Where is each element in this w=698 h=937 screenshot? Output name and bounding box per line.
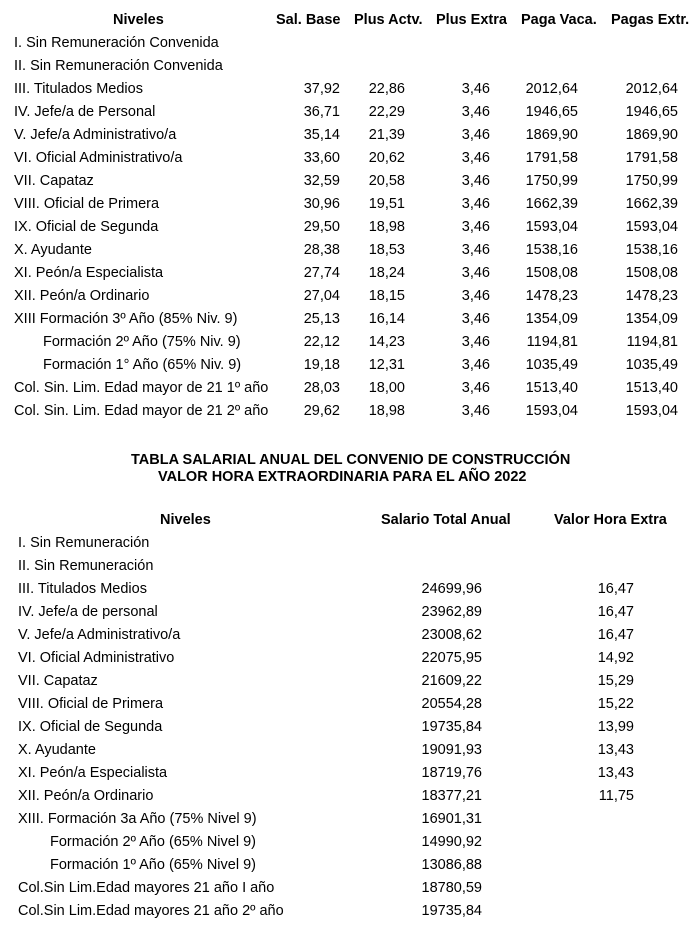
cell-paga-vaca: 1354,09 <box>525 311 578 327</box>
cell-salario-total-anual: 24699,96 <box>421 581 482 597</box>
cell-nivel: XIII. Formación 3a Año (75% Nivel 9) <box>18 811 257 827</box>
table-row <box>0 101 698 124</box>
cell-valor-hora-extra: 15,22 <box>597 696 634 712</box>
cell-salario-total-anual: 23008,62 <box>421 627 482 643</box>
cell-paga-vaca: 1508,08 <box>525 265 578 281</box>
cell-salario-total-anual: 20554,28 <box>421 696 482 712</box>
cell-plus-actv: 14,23 <box>368 334 405 350</box>
table-row <box>0 55 698 78</box>
cell-salario-total-anual: 19091,93 <box>421 742 482 758</box>
table-row <box>0 555 698 578</box>
cell-sal-base: 29,50 <box>303 219 340 235</box>
header-niveles: Niveles <box>113 12 164 28</box>
cell-nivel: Formación 2º Año (65% Nivel 9) <box>50 834 256 850</box>
cell-paga-vaca: 1513,40 <box>525 380 578 396</box>
cell-plus-actv: 18,24 <box>368 265 405 281</box>
cell-nivel: VIII. Oficial de Primera <box>14 196 160 212</box>
cell-nivel: IV. Jefe/a de Personal <box>14 104 156 120</box>
table-row <box>0 854 698 877</box>
cell-pagas-extr: 2012,64 <box>625 81 678 97</box>
cell-salario-total-anual: 19735,84 <box>421 719 482 735</box>
header-niveles: Niveles <box>160 512 211 528</box>
cell-nivel: IV. Jefe/a de personal <box>18 604 158 620</box>
table-row <box>0 377 698 400</box>
table-row <box>0 693 698 716</box>
table-row <box>0 216 698 239</box>
table-row <box>0 170 698 193</box>
cell-nivel: V. Jefe/a Administrativo/a <box>14 127 177 143</box>
table-row <box>0 624 698 647</box>
cell-paga-vaca: 1869,90 <box>525 127 578 143</box>
cell-plus-actv: 20,62 <box>368 150 405 166</box>
table-row <box>0 739 698 762</box>
cell-plus-actv: 18,98 <box>368 403 405 419</box>
cell-pagas-extr: 1791,58 <box>625 150 678 166</box>
cell-salario-total-anual: 19735,84 <box>421 903 482 919</box>
table-row <box>0 400 698 423</box>
cell-valor-hora-extra: 16,47 <box>597 581 634 597</box>
cell-valor-hora-extra: 13,43 <box>597 765 634 781</box>
cell-plus-extra: 3,46 <box>461 242 490 258</box>
cell-plus-actv: 18,98 <box>368 219 405 235</box>
cell-plus-actv: 18,00 <box>368 380 405 396</box>
cell-sal-base: 32,59 <box>303 173 340 189</box>
cell-pagas-extr: 1869,90 <box>625 127 678 143</box>
cell-pagas-extr: 1593,04 <box>625 219 678 235</box>
table-row <box>0 308 698 331</box>
salary-table-hourly <box>0 9 698 423</box>
cell-plus-actv: 12,31 <box>368 357 405 373</box>
cell-salario-total-anual: 13086,88 <box>421 857 482 873</box>
cell-salario-total-anual: 23962,89 <box>421 604 482 620</box>
header-plus-extra: Plus Extra <box>436 12 507 28</box>
cell-nivel: V. Jefe/a Administrativo/a <box>18 627 181 643</box>
cell-nivel: I. Sin Remuneración <box>18 535 150 551</box>
cell-plus-extra: 3,46 <box>461 219 490 235</box>
cell-paga-vaca: 1194,81 <box>526 334 578 350</box>
cell-pagas-extr: 1662,39 <box>625 196 678 212</box>
table-row <box>0 78 698 101</box>
cell-sal-base: 25,13 <box>303 311 340 327</box>
cell-pagas-extr: 1593,04 <box>625 403 678 419</box>
table-row <box>0 716 698 739</box>
table-row <box>0 285 698 308</box>
cell-plus-extra: 3,46 <box>461 173 490 189</box>
header-sal-base: Sal. Base <box>276 12 341 28</box>
table-row <box>0 578 698 601</box>
cell-salario-total-anual: 22075,95 <box>421 650 482 666</box>
cell-paga-vaca: 1946,65 <box>525 104 578 120</box>
cell-pagas-extr: 1946,65 <box>625 104 678 120</box>
cell-pagas-extr: 1478,23 <box>625 288 678 304</box>
cell-pagas-extr: 1354,09 <box>625 311 678 327</box>
cell-paga-vaca: 1538,16 <box>525 242 578 258</box>
cell-nivel: VII. Capataz <box>14 173 94 189</box>
table-row <box>0 762 698 785</box>
cell-valor-hora-extra: 11,75 <box>598 788 634 804</box>
cell-valor-hora-extra: 15,29 <box>597 673 634 689</box>
cell-sal-base: 22,12 <box>303 334 340 350</box>
cell-nivel: I. Sin Remuneración Convenida <box>14 35 219 51</box>
table-row <box>0 32 698 55</box>
cell-sal-base: 30,96 <box>303 196 340 212</box>
header-salario-total-anual: Salario Total Anual <box>381 512 511 528</box>
cell-paga-vaca: 1478,23 <box>525 288 578 304</box>
cell-paga-vaca: 1750,99 <box>525 173 578 189</box>
cell-sal-base: 27,74 <box>303 265 340 281</box>
cell-plus-actv: 19,51 <box>368 196 405 212</box>
table-row <box>0 601 698 624</box>
cell-valor-hora-extra: 13,99 <box>597 719 634 735</box>
cell-nivel: Col.Sin Lim.Edad mayores 21 año I año <box>18 880 275 896</box>
cell-salario-total-anual: 18719,76 <box>421 765 482 781</box>
cell-pagas-extr: 1035,49 <box>625 357 678 373</box>
table-row <box>0 147 698 170</box>
cell-salario-total-anual: 21609,22 <box>421 673 482 689</box>
cell-plus-actv: 18,53 <box>368 242 405 258</box>
cell-sal-base: 36,71 <box>303 104 340 120</box>
cell-sal-base: 35,14 <box>303 127 340 143</box>
title-line-1: TABLA SALARIAL ANUAL DEL CONVENIO DE CONSTRUCCIÓN <box>131 452 571 468</box>
cell-paga-vaca: 1035,49 <box>525 357 578 373</box>
cell-plus-extra: 3,46 <box>461 403 490 419</box>
cell-valor-hora-extra: 13,43 <box>597 742 634 758</box>
cell-nivel: VIII. Oficial de Primera <box>18 696 164 712</box>
cell-nivel: VII. Capataz <box>18 673 98 689</box>
table-row <box>0 532 698 555</box>
table-row <box>0 808 698 831</box>
cell-nivel: Col. Sin. Lim. Edad mayor de 21 2º año <box>14 403 269 419</box>
salary-table-annual <box>0 509 698 923</box>
cell-plus-extra: 3,46 <box>461 380 490 396</box>
header-pagas-extr: Pagas Extr. <box>611 12 690 28</box>
cell-nivel: X. Ayudante <box>18 742 96 758</box>
cell-plus-extra: 3,46 <box>461 311 490 327</box>
cell-sal-base: 33,60 <box>303 150 340 166</box>
table-header-row <box>0 509 698 532</box>
cell-nivel: Col.Sin Lim.Edad mayores 21 año 2º año <box>18 903 284 919</box>
cell-nivel: XIII Formación 3º Año (85% Niv. 9) <box>14 311 238 327</box>
cell-sal-base: 19,18 <box>303 357 340 373</box>
cell-plus-extra: 3,46 <box>461 288 490 304</box>
cell-paga-vaca: 1593,04 <box>525 219 578 235</box>
table-row <box>0 831 698 854</box>
cell-nivel: XII. Peón/a Ordinario <box>14 288 150 304</box>
cell-nivel: XII. Peón/a Ordinario <box>18 788 154 804</box>
cell-nivel: Formación 1° Año (65% Niv. 9) <box>43 357 242 373</box>
cell-plus-actv: 22,86 <box>368 81 405 97</box>
cell-nivel: II. Sin Remuneración <box>18 558 154 574</box>
cell-pagas-extr: 1508,08 <box>625 265 678 281</box>
cell-plus-extra: 3,46 <box>461 150 490 166</box>
table-row <box>0 900 698 923</box>
cell-sal-base: 29,62 <box>303 403 340 419</box>
cell-paga-vaca: 1593,04 <box>525 403 578 419</box>
cell-pagas-extr: 1194,81 <box>626 334 678 350</box>
cell-plus-extra: 3,46 <box>461 127 490 143</box>
cell-nivel: X. Ayudante <box>14 242 92 258</box>
header-valor-hora-extra: Valor Hora Extra <box>554 512 667 528</box>
table-row <box>0 670 698 693</box>
table-row <box>0 262 698 285</box>
cell-nivel: IX. Oficial de Segunda <box>14 219 159 235</box>
table-header-row <box>0 9 698 32</box>
cell-salario-total-anual: 16901,31 <box>421 811 482 827</box>
cell-plus-actv: 20,58 <box>368 173 405 189</box>
cell-nivel: Formación 2º Año (75% Niv. 9) <box>43 334 241 350</box>
cell-plus-extra: 3,46 <box>461 104 490 120</box>
cell-nivel: XI. Peón/a Especialista <box>18 765 168 781</box>
cell-nivel: XI. Peón/a Especialista <box>14 265 164 281</box>
table-row <box>0 354 698 377</box>
cell-valor-hora-extra: 14,92 <box>597 650 634 666</box>
cell-plus-actv: 21,39 <box>368 127 405 143</box>
table-row <box>0 785 698 808</box>
cell-plus-actv: 16,14 <box>368 311 405 327</box>
cell-nivel: III. Titulados Medios <box>18 581 147 597</box>
header-paga-vaca: Paga Vaca. <box>521 12 597 28</box>
table-row <box>0 647 698 670</box>
cell-pagas-extr: 1538,16 <box>625 242 678 258</box>
cell-nivel: VI. Oficial Administrativo/a <box>14 150 183 166</box>
cell-plus-extra: 3,46 <box>461 334 490 350</box>
cell-paga-vaca: 1662,39 <box>525 196 578 212</box>
document-title <box>0 452 698 486</box>
cell-sal-base: 37,92 <box>303 81 340 97</box>
cell-pagas-extr: 1750,99 <box>625 173 678 189</box>
cell-nivel: III. Titulados Medios <box>14 81 143 97</box>
cell-sal-base: 28,38 <box>303 242 340 258</box>
title-line-2: VALOR HORA EXTRAORDINARIA PARA EL AÑO 2022 <box>158 469 527 485</box>
cell-valor-hora-extra: 16,47 <box>597 627 634 643</box>
cell-pagas-extr: 1513,40 <box>625 380 678 396</box>
header-plus-actv: Plus Actv. <box>354 12 423 28</box>
cell-nivel: II. Sin Remuneración Convenida <box>14 58 223 74</box>
cell-salario-total-anual: 18780,59 <box>421 880 482 896</box>
cell-paga-vaca: 1791,58 <box>525 150 578 166</box>
table-row <box>0 331 698 354</box>
cell-salario-total-anual: 14990,92 <box>421 834 482 850</box>
cell-sal-base: 28,03 <box>303 380 340 396</box>
cell-plus-extra: 3,46 <box>461 357 490 373</box>
table-row <box>0 193 698 216</box>
table-row <box>0 877 698 900</box>
cell-plus-actv: 22,29 <box>368 104 405 120</box>
cell-nivel: IX. Oficial de Segunda <box>18 719 163 735</box>
cell-plus-extra: 3,46 <box>461 81 490 97</box>
table-row <box>0 124 698 147</box>
cell-plus-extra: 3,46 <box>461 265 490 281</box>
cell-paga-vaca: 2012,64 <box>525 81 578 97</box>
cell-valor-hora-extra: 16,47 <box>597 604 634 620</box>
cell-plus-extra: 3,46 <box>461 196 490 212</box>
cell-nivel: VI. Oficial Administrativo <box>18 650 175 666</box>
cell-sal-base: 27,04 <box>303 288 340 304</box>
cell-nivel: Col. Sin. Lim. Edad mayor de 21 1º año <box>14 380 269 396</box>
cell-nivel: Formación 1º Año (65% Nivel 9) <box>50 857 256 873</box>
cell-salario-total-anual: 18377,21 <box>421 788 482 804</box>
table-row <box>0 239 698 262</box>
cell-plus-actv: 18,15 <box>368 288 405 304</box>
